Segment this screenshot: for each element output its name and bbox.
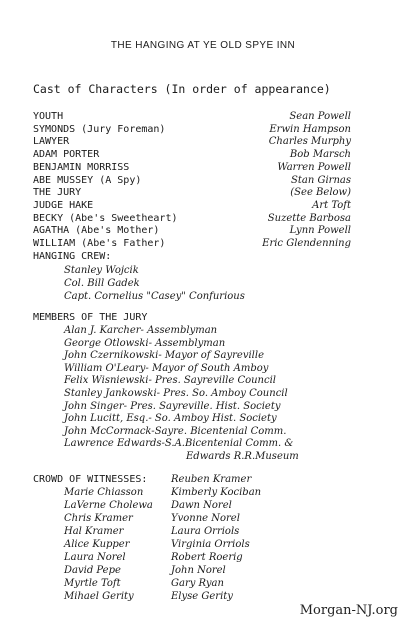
jury-header: MEMBERS OF THE JURY (33, 312, 148, 323)
witness-row (33, 486, 333, 499)
witness-name: John Norel (171, 565, 226, 576)
jury-member: John McCormack-Sayre. Bicentenial Comm. (64, 425, 287, 437)
character-name: JUDGE HAKE (33, 199, 94, 211)
witness-name: Yvonne Norel (171, 513, 240, 524)
character-name: LAWYER (33, 136, 70, 148)
jury-member: John Singer- Pres. Sayreville. Hist. Society (64, 400, 281, 412)
actor-name: Stan Girnas (291, 174, 351, 186)
jury-member: William O'Leary- Mayor of South Amboy (64, 362, 269, 374)
character-name: WILLIAM (Abe's Father) (33, 238, 166, 249)
witness-row (33, 512, 333, 525)
witness-row (33, 564, 333, 577)
cast-row (33, 110, 351, 123)
actor-name: Charles Murphy (268, 136, 351, 148)
witness-name: Alice Kupper (64, 539, 130, 550)
play-title: THE HANGING AT YE OLD SPYE INN (110, 40, 296, 51)
witness-name: Virginia Orriols (171, 539, 250, 550)
actor-name: Art Toft (312, 199, 351, 211)
character-name: SYMONDS (Jury Foreman) (33, 123, 166, 135)
cast-row (33, 174, 351, 187)
crew-member: Col. Bill Gadek (64, 278, 140, 289)
actor-name: Suzette Barbosa (267, 212, 351, 224)
witness-name: Dawn Norel (171, 500, 232, 511)
witness-row (33, 590, 333, 603)
witness-name: David Pepe (64, 565, 121, 576)
site-watermark: Morgan-NJ.org (299, 603, 398, 618)
character-name: BECKY (Abe's Sweetheart) (33, 212, 178, 224)
cast-row (33, 212, 351, 225)
actor-name: Eric Glendenning (262, 238, 351, 249)
witness-name: Chris Kramer (64, 513, 133, 524)
actor-name: Bob Marsch (289, 149, 351, 161)
witness-name: Kimberly Kociban (171, 487, 262, 498)
crew-member: Stanley Wojcik (64, 265, 139, 276)
witness-row (33, 551, 333, 564)
character-name: THE JURY (33, 187, 82, 199)
witness-name: Hal Kramer (64, 526, 124, 537)
cast-row (33, 161, 351, 174)
witness-name: Gary Ryan (171, 578, 224, 589)
witness-name: Mihael Gerity (64, 591, 134, 602)
actor-name: Warren Powell (277, 161, 351, 173)
character-name: AGATHA (Abe's Mother) (33, 225, 160, 237)
hanging-crew-header: HANGING CREW: (33, 251, 112, 262)
witness-name: Robert Roerig (171, 552, 243, 563)
jury-member: Stanley Jankowski- Pres. So. Amboy Council (64, 388, 288, 399)
cast-row (33, 186, 351, 199)
cast-row (33, 148, 351, 161)
jury-member: Felix Wisniewski- Pres. Sayreville Council (64, 375, 276, 387)
witness-row (33, 538, 333, 551)
cast-row (33, 199, 351, 212)
witness-name: LaVerne Cholewa (64, 500, 153, 511)
witness-row (33, 499, 333, 512)
cast-row (33, 123, 351, 136)
jury-member: Edwards R.R.Museum (186, 451, 299, 462)
cast-row (33, 224, 351, 237)
actor-name: Sean Powell (289, 111, 351, 122)
cast-row (33, 237, 351, 250)
witness-name: Elyse Gerity (171, 591, 233, 602)
witness-row (33, 577, 333, 590)
character-name: BENJAMIN MORRISS (33, 161, 130, 173)
actor-name: Lynn Powell (289, 225, 351, 237)
character-name: ADAM PORTER (33, 149, 100, 161)
witnesses-header-row (33, 473, 333, 486)
actor-name: (See Below) (290, 187, 351, 199)
cast-row (33, 135, 351, 148)
character-name: ABE MUSSEY (A Spy) (33, 174, 142, 186)
witnesses-header: CROWD OF WITNESSES: (33, 474, 148, 485)
jury-member: John Lucitt, Esq.- So. Amboy Hist. Society (64, 413, 277, 425)
jury-member: John Czernikowski- Mayor of Sayreville (64, 350, 264, 362)
jury-member: Lawrence Edwards-S.A.Bicentenial Comm. & (64, 438, 294, 450)
jury-member: George Otlowski- Assemblyman (64, 337, 226, 349)
witness-name: Laura Norel (64, 552, 126, 563)
witness-name: Myrtle Toft (64, 578, 121, 589)
cast-header: Cast of Characters (In order of appearance) (33, 82, 331, 96)
actor-name: Erwin Hampson (269, 123, 351, 135)
witness-row (33, 525, 333, 538)
crew-member: Capt. Cornelius "Casey" Confurious (64, 291, 245, 302)
witness-name: Reuben Kramer (171, 474, 252, 485)
jury-member: Alan J. Karcher- Assemblyman (64, 325, 218, 336)
witness-name: Laura Orriols (171, 526, 240, 537)
character-name: YOUTH (33, 111, 64, 122)
witness-name: Marie Chiasson (64, 487, 144, 498)
